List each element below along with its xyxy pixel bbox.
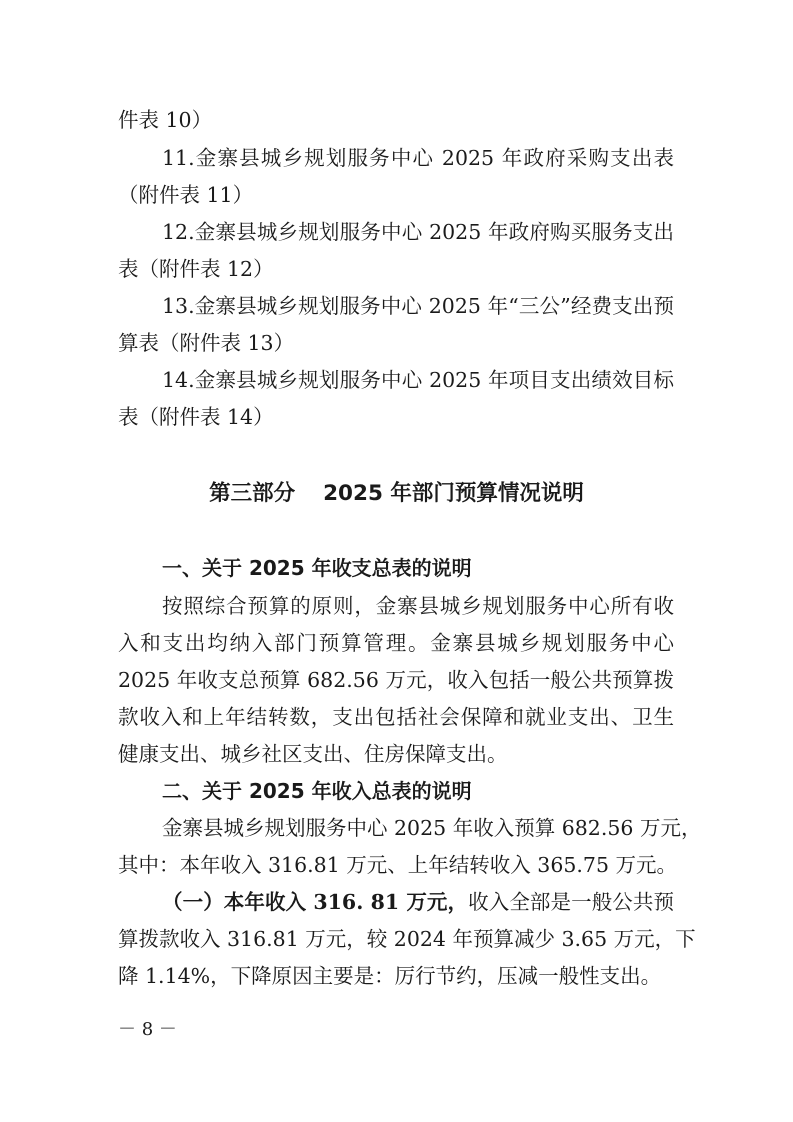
- list-item-13-continuation: 算表（附件表 13）: [118, 331, 295, 355]
- section-title-text: 2025 年部门预算情况说明: [323, 481, 584, 506]
- paragraph-1-line-2: 入和支出均纳入部门预算管理。金寨县城乡规划服务中心: [118, 631, 674, 655]
- list-item-12: 12.金寨县城乡规划服务中心 2025 年政府购买服务支出: [162, 220, 674, 244]
- paragraph-1-line-5: 健康支出、城乡社区支出、住房保障支出。: [118, 742, 508, 766]
- list-item-14: 14.金寨县城乡规划服务中心 2025 年项目支出绩效目标: [162, 368, 674, 392]
- paragraph-3-line-1: [162, 887, 674, 917]
- list-item-13: 13.金寨县城乡规划服务中心 2025 年“三公”经费支出预: [162, 294, 674, 318]
- paragraph-3-line-1-rest: 收入全部是一般公共预: [468, 890, 674, 914]
- paragraph-3-line-3: 降 1.14%，下降原因主要是：厉行节约，压减一般性支出。: [118, 964, 662, 988]
- paragraph-3-bold-lead: （一）本年收入 316. 81 万元，: [162, 890, 469, 914]
- list-item-11: 11.金寨县城乡规划服务中心 2025 年政府采购支出表: [162, 146, 674, 170]
- list-item-14-continuation: 表（附件表 14）: [118, 405, 274, 429]
- paragraph-1-line-3: 2025 年收支总预算 682.56 万元，收入包括一般公共预算拨: [118, 668, 674, 692]
- list-item-11-continuation: （附件表 11）: [118, 183, 254, 207]
- paragraph-1-line-1: 按照综合预算的原则，金寨县城乡规划服务中心所有收: [162, 594, 674, 618]
- heading-income-expenditure-summary: 一、关于 2025 年收支总表的说明: [162, 556, 472, 580]
- section-title: [0, 478, 793, 510]
- list-item-10-continuation: 件表 10）: [118, 108, 213, 132]
- page-number: － 8 －: [118, 1019, 177, 1040]
- heading-income-summary: 二、关于 2025 年收入总表的说明: [162, 779, 472, 803]
- paragraph-3-line-2: 算拨款收入 316.81 万元，较 2024 年预算减少 3.65 万元，下: [118, 927, 696, 951]
- paragraph-2-line-2: 其中：本年收入 316.81 万元、上年结转收入 365.75 万元。: [118, 853, 678, 877]
- list-item-12-continuation: 表（附件表 12）: [118, 257, 274, 281]
- paragraph-1-line-4: 款收入和上年结转数，支出包括社会保障和就业支出、卫生: [118, 705, 674, 729]
- section-part: 第三部分: [209, 481, 296, 506]
- paragraph-2-line-1: 金寨县城乡规划服务中心 2025 年收入预算 682.56 万元，: [162, 816, 702, 840]
